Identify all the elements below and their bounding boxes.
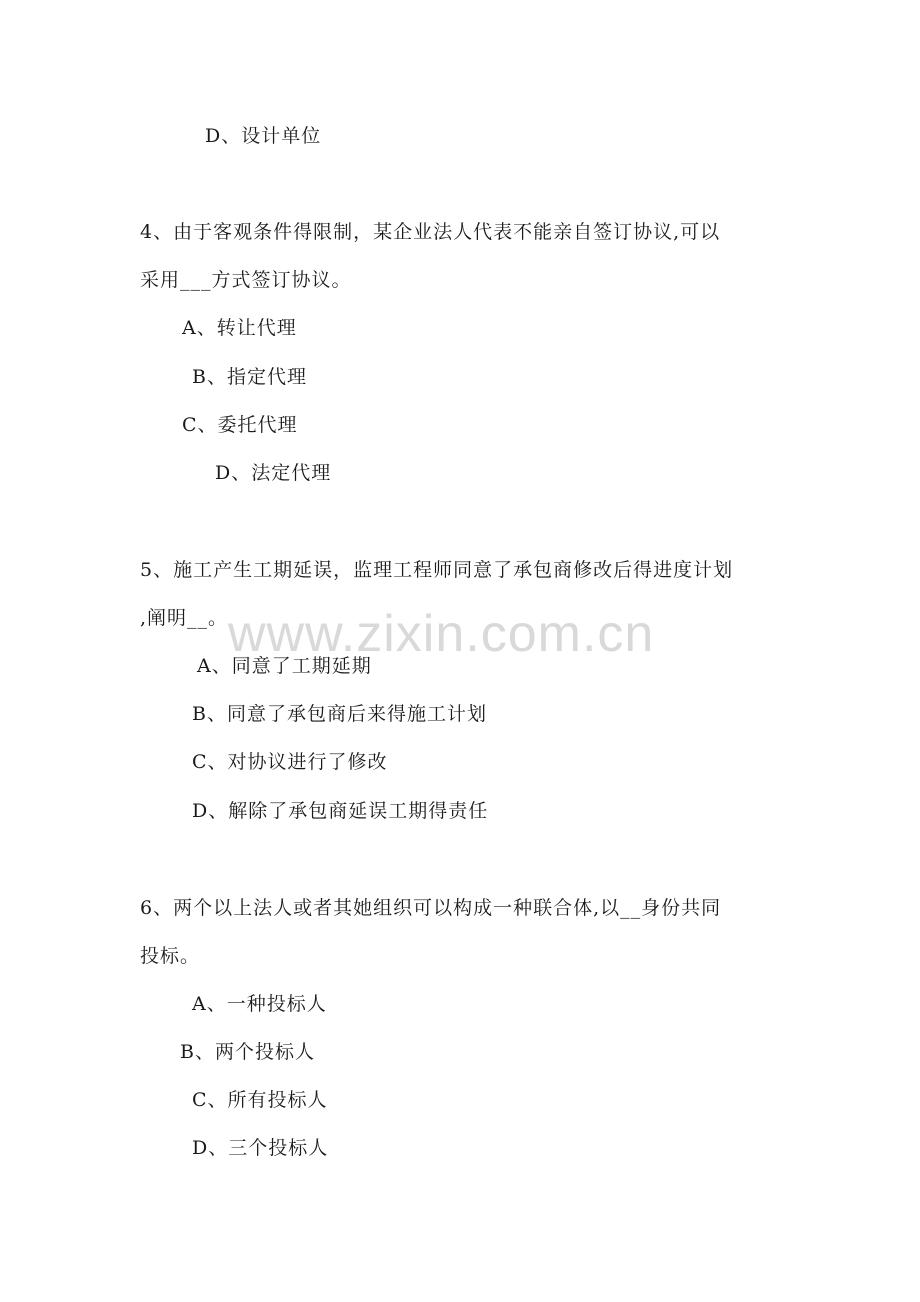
q4-option-c: C、委托代理: [182, 414, 298, 436]
watermark: www.zixin.com.cn: [228, 605, 655, 663]
q5-stem-line1: 5、施工产生工期延误，监理工程师同意了承包商修改后得进度计划: [140, 559, 734, 581]
q6-option-c: C、所有投标人: [192, 1089, 328, 1111]
q5-option-b: B、同意了承包商后来得施工计划: [192, 703, 487, 725]
q5-option-c: C、对协议进行了修改: [192, 751, 388, 773]
q5-option-a: A、同意了工期延期: [197, 655, 372, 677]
q3-option-d: D、设计单位: [205, 125, 322, 147]
q6-option-a: A、一种投标人: [192, 993, 327, 1015]
q4-stem-line1: 4、由于客观条件得限制，某企业法人代表不能亲自签订协议,可以: [140, 221, 721, 243]
q4-option-b: B、指定代理: [192, 366, 307, 388]
q5-option-d: D、解除了承包商延误工期得责任: [192, 800, 489, 822]
q6-option-b: B、两个投标人: [180, 1041, 315, 1063]
q4-option-d: D、法定代理: [215, 462, 332, 484]
q4-option-a: A、转让代理: [182, 317, 297, 339]
q5-stem-line2: ,阐明__。: [140, 607, 229, 629]
q6-stem-line2: 投标。: [140, 945, 201, 967]
q4-stem-line2: 采用___方式签订协议。: [140, 269, 352, 291]
q6-option-d: D、三个投标人: [192, 1137, 329, 1159]
q6-stem-line1: 6、两个以上法人或者其她组织可以构成一种联合体,以__身份共同: [140, 897, 722, 919]
